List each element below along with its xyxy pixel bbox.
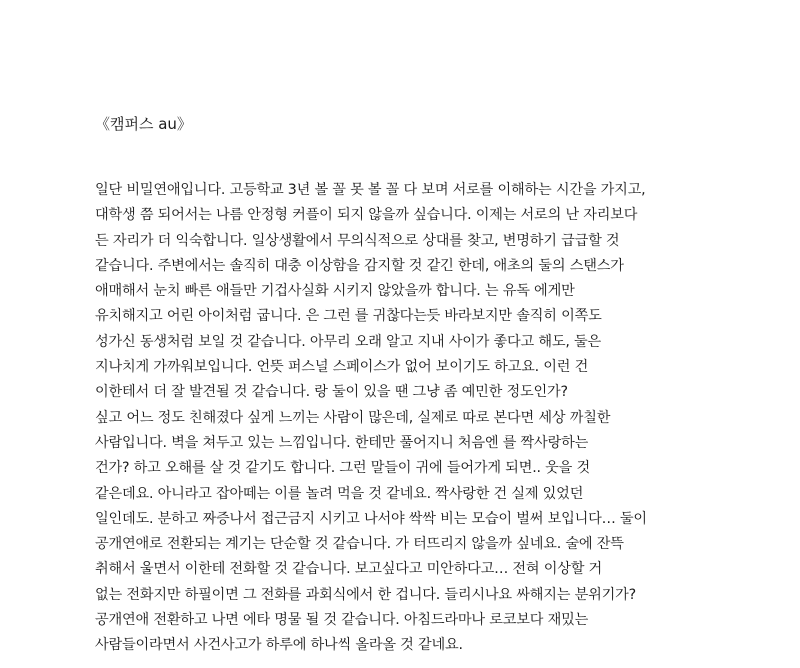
body-line-1: 일단 비밀연애입니다. 고등학교 3년 볼 꼴 못 볼 꼴 다 보며 서로를 이해하는 시간을 가지고, [95, 182, 646, 198]
body-line-18: 공개연애 전환하고 나면 에타 명물 될 것 같습니다. 아침드라마나 로코보다 재밌는 [95, 612, 589, 629]
body-line-8: 지나치게 가까워보입니다. 언뜻 퍼스널 스페이스가 없어 보이기도 하고요. 이런 건 [95, 359, 589, 376]
body-line-9: 이한테서 더 잘 발견될 것 같습니다. 랑 둘이 있을 땐 그냥 좀 예민한 정도인가? [95, 384, 568, 401]
body-line-3: 든 자리가 더 익숙합니다. 일상생활에서 무의식적으로 상대를 찾고, 변명하기 급급할 것 [95, 232, 620, 249]
body-line-4: 같습니다. 주변에서는 솔직히 대충 이상함을 감지할 것 같긴 한데, 애초의 둘의 스탠스가 [95, 257, 624, 274]
body-line-17: 없는 전화지만 하필이면 그 전화를 과회식에서 한 겁니다. 들리시나요 싸해지는 분위기가? [95, 586, 636, 603]
body-line-15: 공개연애로 전환되는 계기는 단순할 것 같습니다. 가 터뜨리지 않을까 싶네요. 술에 잔뜩 [95, 536, 624, 553]
document-heading: 《캠퍼스 au》 [95, 115, 192, 133]
document-body [95, 178, 715, 659]
body-line-6: 유치해지고 어린 아이처럼 굽니다. 은 그런 를 귀찮다는듯 바라보지만 솔직히 이쪽도 [95, 308, 602, 325]
body-line-14: 일인데도. 분하고 짜증나서 접근금지 시키고 나서야 싹싹 비는 모습이 벌써 보입니다… 둘이 [95, 510, 647, 527]
body-line-10: 싶고 어느 정도 친해졌다 싶게 느끼는 사람이 많은데, 실제로 따로 본다면 세상 까칠한 [95, 409, 611, 426]
body-line-16: 취해서 울면서 이한테 전화할 것 같습니다. 보고싶다고 미안하다고… 전혀 이상할 거 [95, 561, 603, 578]
body-line-2: 대학생 쯤 되어서는 나름 안정형 커플이 되지 않을까 싶습니다. 이제는 서로의 난 자리보다 [95, 207, 638, 224]
body-line-12: 건가? 하고 오해를 살 것 같기도 합니다. 그런 말들이 귀에 들어가게 되면.. 웃을 것 [95, 460, 590, 477]
body-line-13: 같은데요. 아니라고 잡아떼는 이를 놀려 먹을 것 같네요. 짝사랑한 건 실제 있었던 [95, 485, 584, 502]
body-line-19: 사람들이라면서 사건사고가 하루에 하나씩 올라올 것 같네요. [95, 637, 463, 654]
body-line-11: 사람입니다. 벽을 쳐두고 있는 느낌입니다. 한테만 풀어지니 처음엔 를 짝사랑하는 [95, 434, 589, 451]
body-line-5: 애매해서 눈치 빠른 애들만 기겁사실화 시키지 않았을까 합니다. 는 유독 에게만 [95, 283, 575, 300]
body-line-7: 성가신 동생처럼 보일 것 같습니다. 아무리 오래 알고 지내 사이가 좋다고 해도, 둘은 [95, 333, 602, 350]
